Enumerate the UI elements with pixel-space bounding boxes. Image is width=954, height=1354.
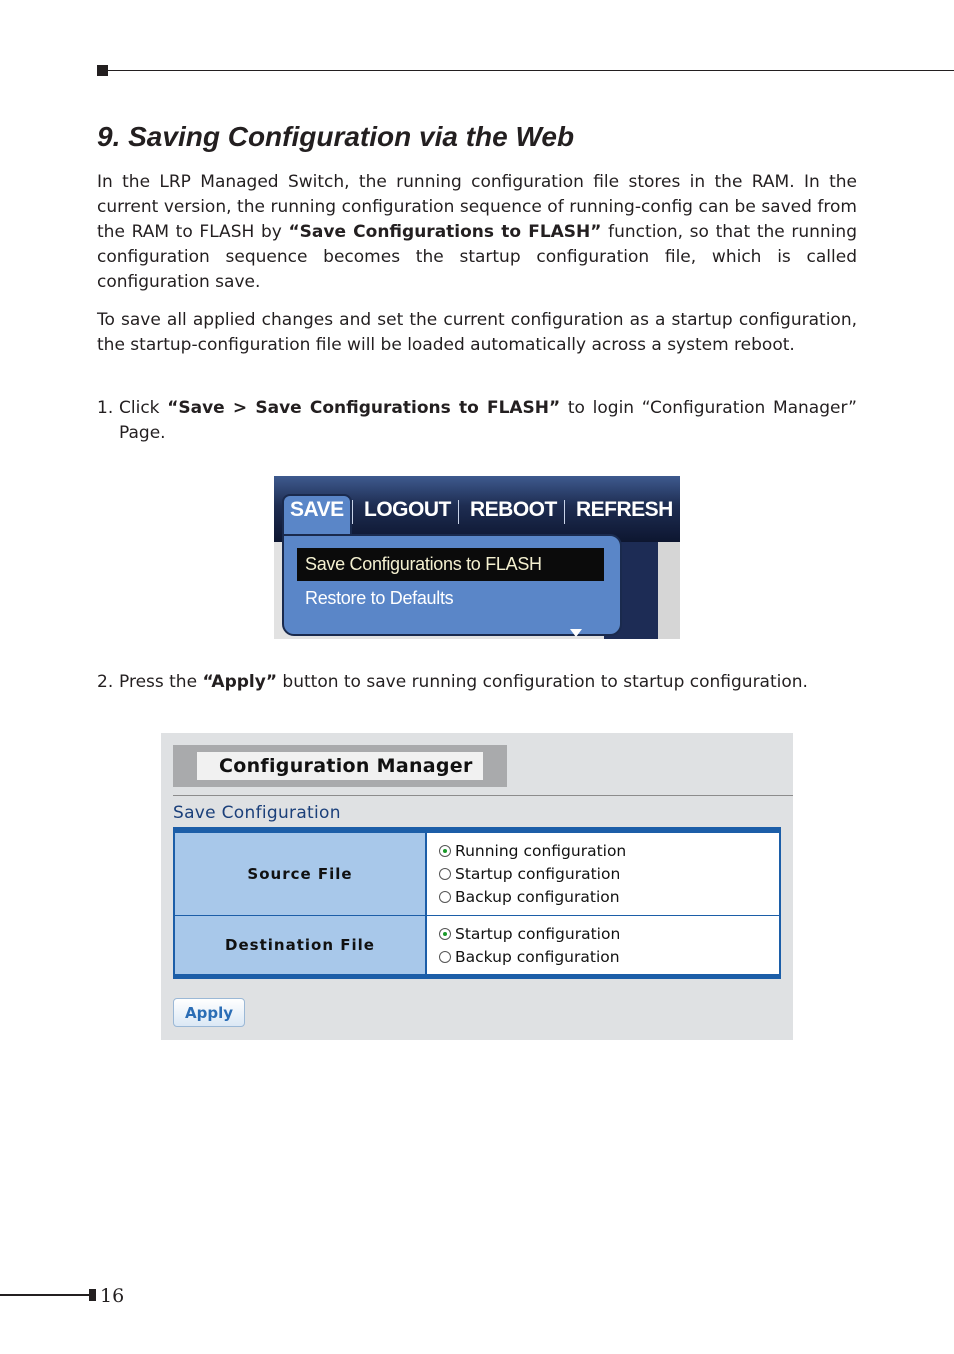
- source-file-label: Source File: [175, 833, 425, 915]
- radio-icon[interactable]: [439, 951, 451, 963]
- radio-selected-icon[interactable]: [439, 845, 451, 857]
- source-file-row: [175, 833, 779, 915]
- divider: [173, 795, 793, 796]
- dest-startup-option[interactable]: Startup configuration: [439, 925, 620, 943]
- header-rule: [108, 70, 954, 71]
- source-startup-option[interactable]: Startup configuration: [439, 865, 620, 883]
- footer-mark: [89, 1289, 96, 1301]
- footer-rule: [0, 1294, 89, 1296]
- section-heading: 9. Saving Configuration via the Web: [97, 121, 575, 152]
- source-running-option[interactable]: Running configuration: [439, 842, 626, 860]
- menu-screenshot: [274, 476, 680, 639]
- step-2: 2. Press the “Apply” button to save running configuration to startup configuration.: [97, 672, 808, 692]
- source-backup-option[interactable]: Backup configuration: [439, 888, 620, 906]
- destination-file-label: Destination File: [175, 916, 425, 974]
- save-configuration-subtitle: Save Configuration: [173, 803, 341, 823]
- radio-icon[interactable]: [439, 868, 451, 880]
- menu-reboot[interactable]: REBOOT: [470, 498, 557, 521]
- menu-refresh[interactable]: REFRESH: [576, 498, 673, 521]
- menu-logout[interactable]: LOGOUT: [364, 498, 451, 521]
- page-number: 16: [100, 1285, 125, 1307]
- config-manager-title: Configuration Manager: [197, 752, 483, 780]
- menu-save[interactable]: SAVE: [290, 498, 344, 521]
- cursor-caret-icon: [570, 629, 582, 637]
- intro-paragraph: In the LRP Managed Switch, the running configuration file stores in the RAM. In the current version, the running configuration sequence of running-config can be saved from the RAM to FLASH by “Save Configurations to FLASH” function, so that the running configuration sequence becomes the startup configuration file, which is called configuration save.: [97, 172, 857, 292]
- step-1: 1. Click “Save > Save Configurations to FLASH” to login “Configuration Manager” Page.: [97, 398, 857, 443]
- config-table: [173, 827, 781, 979]
- save-description-paragraph: To save all applied changes and set the current configuration as a startup configuration, the startup-configuration file will be loaded automatically across a system reboot.: [97, 310, 857, 355]
- radio-selected-icon[interactable]: [439, 928, 451, 940]
- apply-button[interactable]: Apply: [173, 998, 245, 1027]
- config-manager-screenshot: [161, 733, 793, 1040]
- menu-restore-defaults[interactable]: Restore to Defaults: [305, 588, 454, 608]
- destination-file-row: [175, 916, 779, 974]
- config-manager-title-box: [173, 745, 507, 787]
- dest-backup-option[interactable]: Backup configuration: [439, 948, 620, 966]
- radio-icon[interactable]: [439, 891, 451, 903]
- menu-save-configurations[interactable]: Save Configurations to FLASH: [305, 554, 542, 574]
- header-square: [97, 65, 108, 76]
